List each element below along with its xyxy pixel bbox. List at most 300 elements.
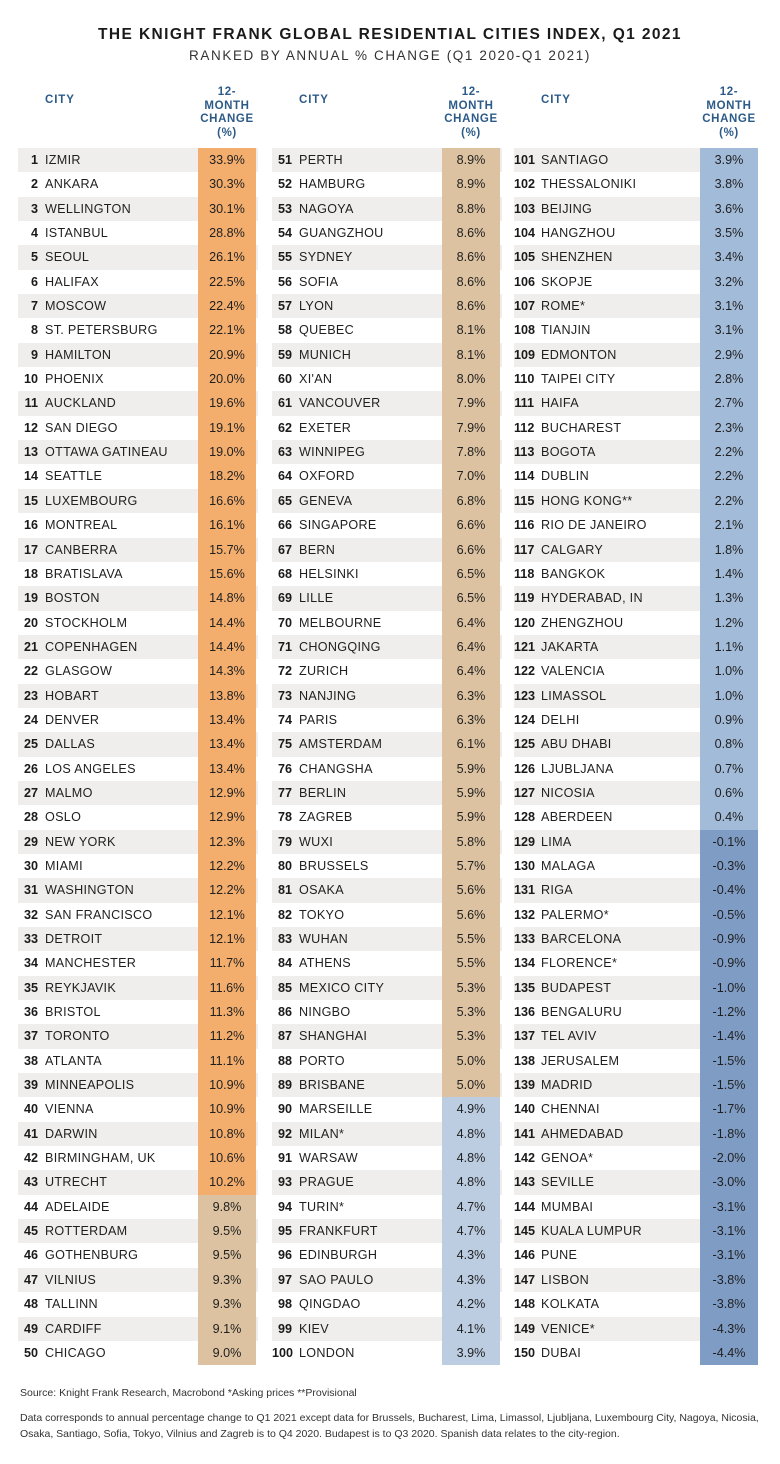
change-value-cell: 6.1% <box>442 732 500 756</box>
change-value-cell: 3.8% <box>700 172 758 196</box>
change-value-cell: 9.3% <box>198 1292 256 1316</box>
city-label: CARDIFF <box>45 1321 102 1336</box>
change-value-cell: 22.1% <box>198 318 256 342</box>
table-row <box>272 1122 502 1146</box>
table-row <box>18 270 258 294</box>
change-value-cell: 15.6% <box>198 562 256 586</box>
city-label: MOSCOW <box>45 299 107 314</box>
change-value-cell: 19.0% <box>198 440 256 464</box>
city-label: DUBLIN <box>541 469 589 484</box>
rank-label: 82 <box>277 907 292 922</box>
rank-label: 37 <box>23 1029 38 1044</box>
rank-label: 3 <box>30 201 38 216</box>
change-value-cell: 5.0% <box>442 1049 500 1073</box>
table-row <box>272 440 502 464</box>
city-label: BERLIN <box>299 785 347 800</box>
rank-label: 41 <box>23 1126 38 1141</box>
rank-label: 14 <box>23 469 38 484</box>
city-label: WELLINGTON <box>45 201 132 216</box>
city-label: SHANGHAI <box>299 1029 368 1044</box>
rank-label: 53 <box>277 201 292 216</box>
rank-label: 43 <box>23 1175 38 1190</box>
city-label: VANCOUVER <box>299 396 381 411</box>
city-label: AHMEDABAD <box>541 1126 624 1141</box>
city-label: OSAKA <box>299 883 344 898</box>
city-label: MUNICH <box>299 347 352 362</box>
rank-label: 36 <box>23 1005 38 1020</box>
city-label: LISBON <box>541 1272 589 1287</box>
table-row <box>514 1122 758 1146</box>
table-row <box>18 294 258 318</box>
change-value-cell: 14.3% <box>198 659 256 683</box>
data-notes: Data corresponds to annual percentage change to Q1 2021 except data for Brussels, Bucharest, Lima, Limassol, Ljubljana, Luxembourg City, Nagoya, Nicosia, Osaka, Santiago, Sofia, Tokyo, Vilnius and Zagreb is to Q4 2020. Budapest is to Q3 2020. Spanish data relates to the city-region. <box>20 1412 759 1440</box>
rank-label: 91 <box>277 1151 292 1166</box>
change-value-cell: 8.1% <box>442 343 500 367</box>
city-label: HANGZHOU <box>541 226 616 241</box>
change-value-cell: 18.2% <box>198 464 256 488</box>
change-value-cell: 16.1% <box>198 513 256 537</box>
city-label: BARCELONA <box>541 932 622 946</box>
table-row <box>18 538 258 562</box>
change-value-cell: 8.0% <box>442 367 500 391</box>
table-row <box>18 805 258 829</box>
change-value-cell: 5.9% <box>442 781 500 805</box>
table-row <box>514 367 758 391</box>
city-label: ST. PETERSBURG <box>45 323 158 338</box>
city-label: MELBOURNE <box>299 615 382 630</box>
table-row <box>18 1268 258 1292</box>
table-row <box>514 343 758 367</box>
table-row <box>514 562 758 586</box>
rank-label: 149 <box>514 1321 536 1336</box>
table-row <box>18 221 258 245</box>
table-row <box>514 197 758 221</box>
city-label: HOBART <box>45 688 100 703</box>
change-value-cell: 9.1% <box>198 1317 256 1341</box>
table-row <box>514 1146 758 1170</box>
table-row <box>514 1243 758 1267</box>
rank-label: 133 <box>514 932 536 946</box>
rank-label: 130 <box>514 858 536 873</box>
change-value-cell: 1.0% <box>700 684 758 708</box>
table-row <box>18 732 258 756</box>
change-header-line: CHANGE <box>702 113 756 125</box>
city-label: FLORENCE* <box>541 956 618 971</box>
table-row <box>514 927 758 951</box>
city-label: TOKYO <box>299 907 345 922</box>
table-row <box>514 1170 758 1194</box>
change-value-cell: -1.5% <box>700 1049 758 1073</box>
change-value-cell: 9.3% <box>198 1268 256 1292</box>
table-row <box>514 1000 758 1024</box>
change-value-cell: -3.8% <box>700 1292 758 1316</box>
change-value-cell: 30.1% <box>198 197 256 221</box>
table-row <box>272 1243 502 1267</box>
rank-label: 50 <box>23 1345 38 1360</box>
change-header-line: (%) <box>461 126 481 139</box>
rank-label: 74 <box>277 712 292 727</box>
city-label: LOS ANGELES <box>45 761 136 776</box>
city-label: SEATTLE <box>45 469 103 484</box>
table-row <box>514 976 758 1000</box>
rank-label: 55 <box>277 250 292 265</box>
city-label: HALIFAX <box>45 274 99 289</box>
table-row <box>272 684 502 708</box>
city-label: EDINBURGH <box>299 1248 378 1263</box>
table-row <box>272 611 502 635</box>
city-label: RIO DE JANEIRO <box>541 518 647 533</box>
rank-label: 15 <box>23 493 38 508</box>
city-label: LYON <box>299 299 334 314</box>
change-value-cell: 9.8% <box>198 1195 256 1219</box>
change-value-cell: 13.4% <box>198 757 256 781</box>
table-row <box>18 489 258 513</box>
table-row <box>272 1317 502 1341</box>
rank-label: 84 <box>277 956 292 971</box>
change-value-cell: -1.8% <box>700 1122 758 1146</box>
table-row <box>272 903 502 927</box>
rank-label: 89 <box>277 1078 292 1093</box>
change-value-cell: 10.2% <box>198 1170 256 1194</box>
change-value-cell: 6.3% <box>442 708 500 732</box>
rank-label: 71 <box>277 639 292 654</box>
rank-label: 11 <box>24 396 38 411</box>
change-value-cell: 2.3% <box>700 416 758 440</box>
table-row <box>18 1024 258 1048</box>
change-value-cell: 6.4% <box>442 635 500 659</box>
city-label: TIANJIN <box>541 323 591 338</box>
table-row <box>272 1292 502 1316</box>
change-value-cell: 5.9% <box>442 757 500 781</box>
city-label: SAN FRANCISCO <box>45 907 153 922</box>
table-row <box>18 245 258 269</box>
table-row <box>18 1146 258 1170</box>
city-label: MANCHESTER <box>45 956 137 971</box>
rank-label: 77 <box>277 785 292 800</box>
table-row <box>272 976 502 1000</box>
rank-label: 96 <box>277 1248 292 1263</box>
rank-label: 26 <box>23 761 38 776</box>
table-row <box>514 416 758 440</box>
change-value-cell: 5.9% <box>442 805 500 829</box>
rank-label: 128 <box>514 810 536 825</box>
change-value-cell: 11.3% <box>198 1000 256 1024</box>
rank-label: 148 <box>514 1297 536 1312</box>
city-label: SAO PAULO <box>299 1272 374 1287</box>
city-label: IZMIR <box>45 153 81 167</box>
city-label: LIMASSOL <box>541 688 607 703</box>
rank-label: 64 <box>277 469 292 484</box>
rank-label: 72 <box>277 664 292 679</box>
table-row <box>272 197 502 221</box>
table-row <box>272 416 502 440</box>
city-label: CANBERRA <box>45 542 118 557</box>
city-label: ABERDEEN <box>541 810 613 825</box>
table-row <box>514 318 758 342</box>
rank-label: 108 <box>514 323 536 338</box>
rank-label: 122 <box>514 664 536 679</box>
table-row <box>514 878 758 902</box>
change-value-cell: 7.9% <box>442 416 500 440</box>
city-label: MALAGA <box>541 858 596 873</box>
change-value-cell: 9.0% <box>198 1341 256 1365</box>
rank-label: 86 <box>277 1005 292 1020</box>
rank-label: 94 <box>277 1199 292 1214</box>
city-label: BUDAPEST <box>541 980 612 995</box>
city-label: OSLO <box>45 810 82 825</box>
city-label: LUXEMBOURG <box>45 493 138 508</box>
rank-label: 34 <box>23 956 38 971</box>
city-label: DUBAI <box>541 1345 581 1360</box>
change-value-cell: 19.1% <box>198 416 256 440</box>
city-label: BRISTOL <box>45 1005 101 1020</box>
city-label: TAIPEI CITY <box>541 372 616 387</box>
city-label: PRAGUE <box>299 1175 354 1190</box>
table-row <box>272 878 502 902</box>
rank-label: 99 <box>277 1321 292 1336</box>
table-row <box>18 318 258 342</box>
change-value-cell: 14.4% <box>198 635 256 659</box>
city-label: WASHINGTON <box>45 883 135 898</box>
change-value-cell: 9.5% <box>198 1219 256 1243</box>
change-column-header <box>700 86 758 140</box>
change-value-cell: 12.1% <box>198 903 256 927</box>
city-label: CHANGSHA <box>299 761 373 776</box>
rank-label: 6 <box>30 274 38 289</box>
rank-label: 56 <box>277 274 292 289</box>
city-label: TURIN* <box>299 1199 345 1214</box>
table-row <box>272 172 502 196</box>
rank-label: 18 <box>23 566 38 581</box>
table-row <box>272 854 502 878</box>
table-row <box>514 464 758 488</box>
change-value-cell: 3.9% <box>442 1341 500 1365</box>
city-label: DARWIN <box>45 1126 98 1141</box>
table-row <box>18 635 258 659</box>
change-value-cell: 11.6% <box>198 976 256 1000</box>
change-value-cell: -1.4% <box>700 1024 758 1048</box>
change-value-cell: 5.5% <box>442 927 500 951</box>
change-value-cell: 16.6% <box>198 489 256 513</box>
table-row <box>18 659 258 683</box>
city-label: LONDON <box>299 1345 355 1360</box>
change-value-cell: 5.0% <box>442 1073 500 1097</box>
change-value-cell: 13.8% <box>198 684 256 708</box>
table-row <box>514 805 758 829</box>
city-label: SYDNEY <box>299 250 353 265</box>
change-value-cell: 0.8% <box>700 732 758 756</box>
table-row <box>272 830 502 854</box>
change-value-cell: 5.3% <box>442 1024 500 1048</box>
rank-label: 63 <box>277 445 292 460</box>
change-value-cell: 1.1% <box>700 635 758 659</box>
change-value-cell: 12.1% <box>198 927 256 951</box>
change-value-cell: 6.8% <box>442 489 500 513</box>
table-row <box>514 830 758 854</box>
table-row <box>272 805 502 829</box>
rank-label: 112 <box>514 420 535 435</box>
city-label: AMSTERDAM <box>299 737 383 752</box>
table-row <box>18 343 258 367</box>
table-row <box>514 391 758 415</box>
change-value-cell: 12.9% <box>198 805 256 829</box>
table-row <box>514 708 758 732</box>
change-value-cell: 6.4% <box>442 659 500 683</box>
table-row <box>272 538 502 562</box>
table-row <box>514 757 758 781</box>
change-value-cell: 3.2% <box>700 270 758 294</box>
change-value-cell: 9.5% <box>198 1243 256 1267</box>
city-label: BRUSSELS <box>299 858 369 873</box>
change-value-cell: -0.1% <box>700 830 758 854</box>
city-label: BOGOTA <box>541 445 596 460</box>
table-row <box>18 1000 258 1024</box>
city-label: SKOPJE <box>541 274 593 289</box>
city-label: BANGKOK <box>541 566 606 581</box>
table-row <box>514 586 758 610</box>
change-value-cell: 1.8% <box>700 538 758 562</box>
city-label: LILLE <box>299 591 334 606</box>
change-value-cell: 0.4% <box>700 805 758 829</box>
city-label: GUANGZHOU <box>299 226 384 241</box>
city-label: GENEVA <box>299 493 353 508</box>
change-value-cell: -4.3% <box>700 1317 758 1341</box>
rank-label: 5 <box>30 250 38 265</box>
table-row <box>18 391 258 415</box>
rank-label: 25 <box>23 737 38 752</box>
rank-label: 142 <box>514 1151 536 1166</box>
rank-label: 73 <box>277 688 292 703</box>
change-value-cell: 8.6% <box>442 294 500 318</box>
city-label: PALERMO* <box>541 907 609 922</box>
rank-label: 110 <box>514 372 535 387</box>
city-label: THESSALONIKI <box>541 177 637 192</box>
rank-label: 29 <box>23 834 38 849</box>
table-row <box>514 1292 758 1316</box>
city-label: CALGARY <box>541 542 604 557</box>
change-column-header <box>198 86 256 140</box>
table-row <box>514 221 758 245</box>
rank-label: 98 <box>277 1297 292 1312</box>
city-label: VILNIUS <box>45 1272 97 1287</box>
rank-label: 45 <box>23 1224 38 1239</box>
rank-label: 60 <box>277 372 292 387</box>
table-row <box>272 464 502 488</box>
rank-label: 81 <box>277 883 292 898</box>
city-label: KOLKATA <box>541 1297 600 1312</box>
rank-label: 124 <box>514 712 536 727</box>
table-row <box>272 391 502 415</box>
rank-label: 52 <box>277 177 292 192</box>
rank-label: 137 <box>514 1029 536 1044</box>
change-value-cell: -1.0% <box>700 976 758 1000</box>
city-label: ROTTERDAM <box>45 1224 128 1239</box>
table-row <box>18 757 258 781</box>
rank-label: 97 <box>277 1272 292 1287</box>
table-row <box>514 1219 758 1243</box>
change-header-line: 12- <box>719 86 739 98</box>
rank-label: 136 <box>514 1005 536 1020</box>
rank-label: 9 <box>30 347 38 362</box>
table-row <box>18 1219 258 1243</box>
city-label: NICOSIA <box>541 785 595 800</box>
change-value-cell: -3.1% <box>700 1243 758 1267</box>
change-value-cell: 8.9% <box>442 172 500 196</box>
rank-label: 21 <box>23 639 38 654</box>
table-row <box>272 367 502 391</box>
change-value-cell: 4.8% <box>442 1122 500 1146</box>
city-label: HAMILTON <box>45 347 112 362</box>
table-row <box>18 611 258 635</box>
change-value-cell: 11.1% <box>198 1049 256 1073</box>
rank-label: 119 <box>514 591 535 606</box>
rank-label: 83 <box>277 932 292 946</box>
table-row <box>18 1341 258 1365</box>
rank-label: 1 <box>30 153 38 167</box>
rank-label: 115 <box>514 493 535 508</box>
change-value-cell: 10.8% <box>198 1122 256 1146</box>
rank-label: 139 <box>514 1078 536 1093</box>
table-row <box>514 1268 758 1292</box>
table-row <box>272 294 502 318</box>
table-row <box>18 878 258 902</box>
city-label: NEW YORK <box>45 834 116 849</box>
rank-label: 100 <box>272 1345 294 1360</box>
rank-label: 88 <box>277 1053 292 1068</box>
change-value-cell: 22.4% <box>198 294 256 318</box>
rank-label: 117 <box>514 542 535 557</box>
rank-label: 4 <box>30 226 38 241</box>
rank-label: 109 <box>514 347 536 362</box>
table-row <box>18 464 258 488</box>
city-label: GENOA* <box>541 1151 594 1166</box>
rank-label: 90 <box>277 1102 292 1117</box>
table-row <box>272 489 502 513</box>
rank-label: 113 <box>514 445 535 460</box>
table-row <box>18 1170 258 1194</box>
change-value-cell: 15.7% <box>198 538 256 562</box>
change-value-cell: 3.4% <box>700 245 758 269</box>
rank-label: 70 <box>277 615 292 630</box>
rank-label: 68 <box>277 566 292 581</box>
table-row <box>272 1049 502 1073</box>
rank-label: 85 <box>277 980 292 995</box>
change-value-cell: 2.2% <box>700 489 758 513</box>
change-value-cell: 19.6% <box>198 391 256 415</box>
city-label: DETROIT <box>45 932 103 946</box>
table-row <box>272 245 502 269</box>
table-row <box>514 1073 758 1097</box>
city-label: HAIFA <box>541 396 579 411</box>
rank-label: 78 <box>277 810 292 825</box>
change-value-cell: 6.5% <box>442 586 500 610</box>
table-row <box>18 1049 258 1073</box>
city-label: MINNEAPOLIS <box>45 1078 135 1093</box>
change-value-cell: 5.3% <box>442 976 500 1000</box>
table-row <box>18 1317 258 1341</box>
rank-label: 140 <box>514 1102 536 1117</box>
city-label: ROME* <box>541 299 586 314</box>
table-row <box>18 1122 258 1146</box>
table-row <box>18 854 258 878</box>
city-label: JERUSALEM <box>541 1053 620 1068</box>
rank-label: 27 <box>23 785 38 800</box>
city-label: PORTO <box>299 1053 345 1068</box>
rank-label: 76 <box>277 761 292 776</box>
change-value-cell: 5.3% <box>442 1000 500 1024</box>
rank-label: 7 <box>30 299 38 314</box>
change-value-cell: 33.9% <box>198 148 256 172</box>
